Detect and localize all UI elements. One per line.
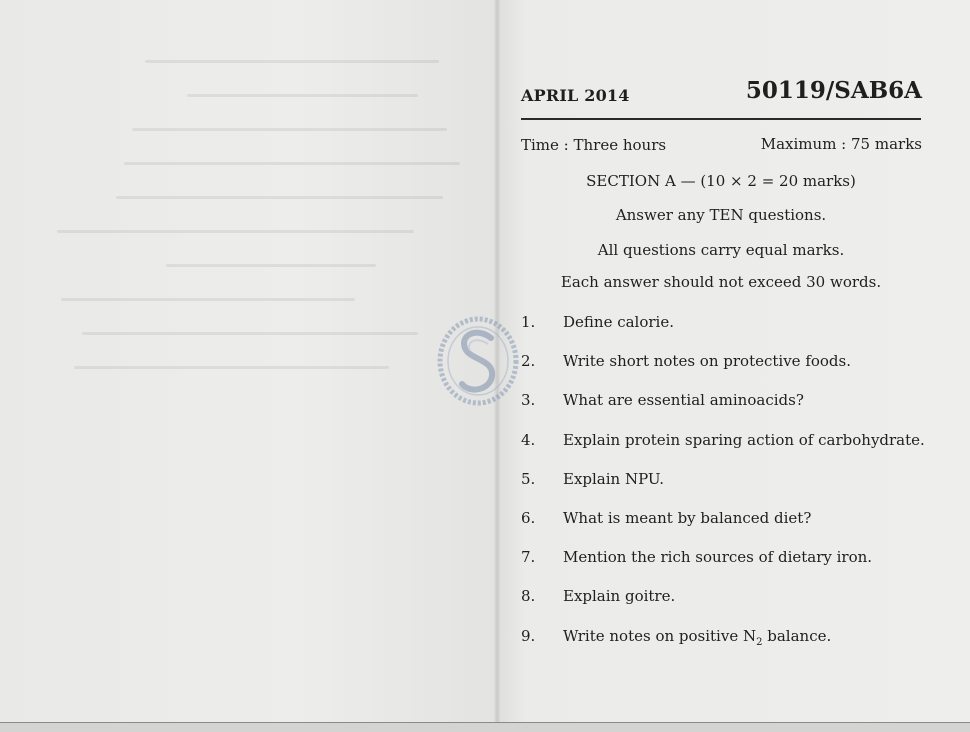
question-text: Explain NPU. xyxy=(563,469,664,488)
question-item xyxy=(521,548,921,587)
question-number: 9. xyxy=(521,626,536,645)
question-item xyxy=(521,313,921,352)
question-number: 7. xyxy=(521,548,536,567)
question-number: 6. xyxy=(521,508,536,527)
exam-date: APRIL 2014 xyxy=(521,86,630,105)
watermark-seal-icon xyxy=(436,314,520,408)
question-number: 4. xyxy=(521,430,536,449)
question-number: 5. xyxy=(521,469,536,488)
question-text: What are essential aminoacids? xyxy=(563,391,804,410)
instruction-line: Each answer should not exceed 30 words. xyxy=(560,273,882,291)
question-item xyxy=(521,509,921,548)
question-number: 2. xyxy=(521,352,536,371)
question-text: Mention the rich sources of dietary iron. xyxy=(563,548,873,567)
header-divider xyxy=(521,118,921,120)
paper-code: 50119/SAB6A xyxy=(745,77,922,104)
question-list xyxy=(521,313,925,666)
question-text: Explain goitre. xyxy=(563,587,676,606)
question-number: 3. xyxy=(521,391,536,410)
question-text: Write short notes on protective foods. xyxy=(563,352,851,371)
section-title: SECTION A — (10 × 2 = 20 marks) xyxy=(586,172,856,190)
maximum-marks: Maximum : 75 marks xyxy=(760,135,922,153)
question-item xyxy=(521,430,925,470)
question-item xyxy=(521,352,921,391)
question-text: Define calorie. xyxy=(563,313,674,331)
question-number: 1. xyxy=(521,313,536,331)
instruction-line: All questions carry equal marks. xyxy=(597,241,845,259)
question-text: What is meant by balanced diet? xyxy=(563,508,812,527)
question-item xyxy=(521,627,921,666)
question-text xyxy=(563,627,921,648)
question-item xyxy=(521,470,921,509)
question-text: Explain protein sparing action of carbohydrate. xyxy=(563,430,925,449)
question-number: 8. xyxy=(521,587,536,606)
question-item xyxy=(521,587,921,626)
question-text-suffix: balance. xyxy=(762,626,832,645)
subscript: 2 xyxy=(756,636,763,648)
question-item xyxy=(521,391,921,430)
question-text-main: Write notes on positive N xyxy=(563,626,757,645)
instruction-line: Answer any TEN questions. xyxy=(615,206,827,224)
bleed-through-text xyxy=(40,60,460,420)
time-allowed: Time : Three hours xyxy=(521,136,667,154)
